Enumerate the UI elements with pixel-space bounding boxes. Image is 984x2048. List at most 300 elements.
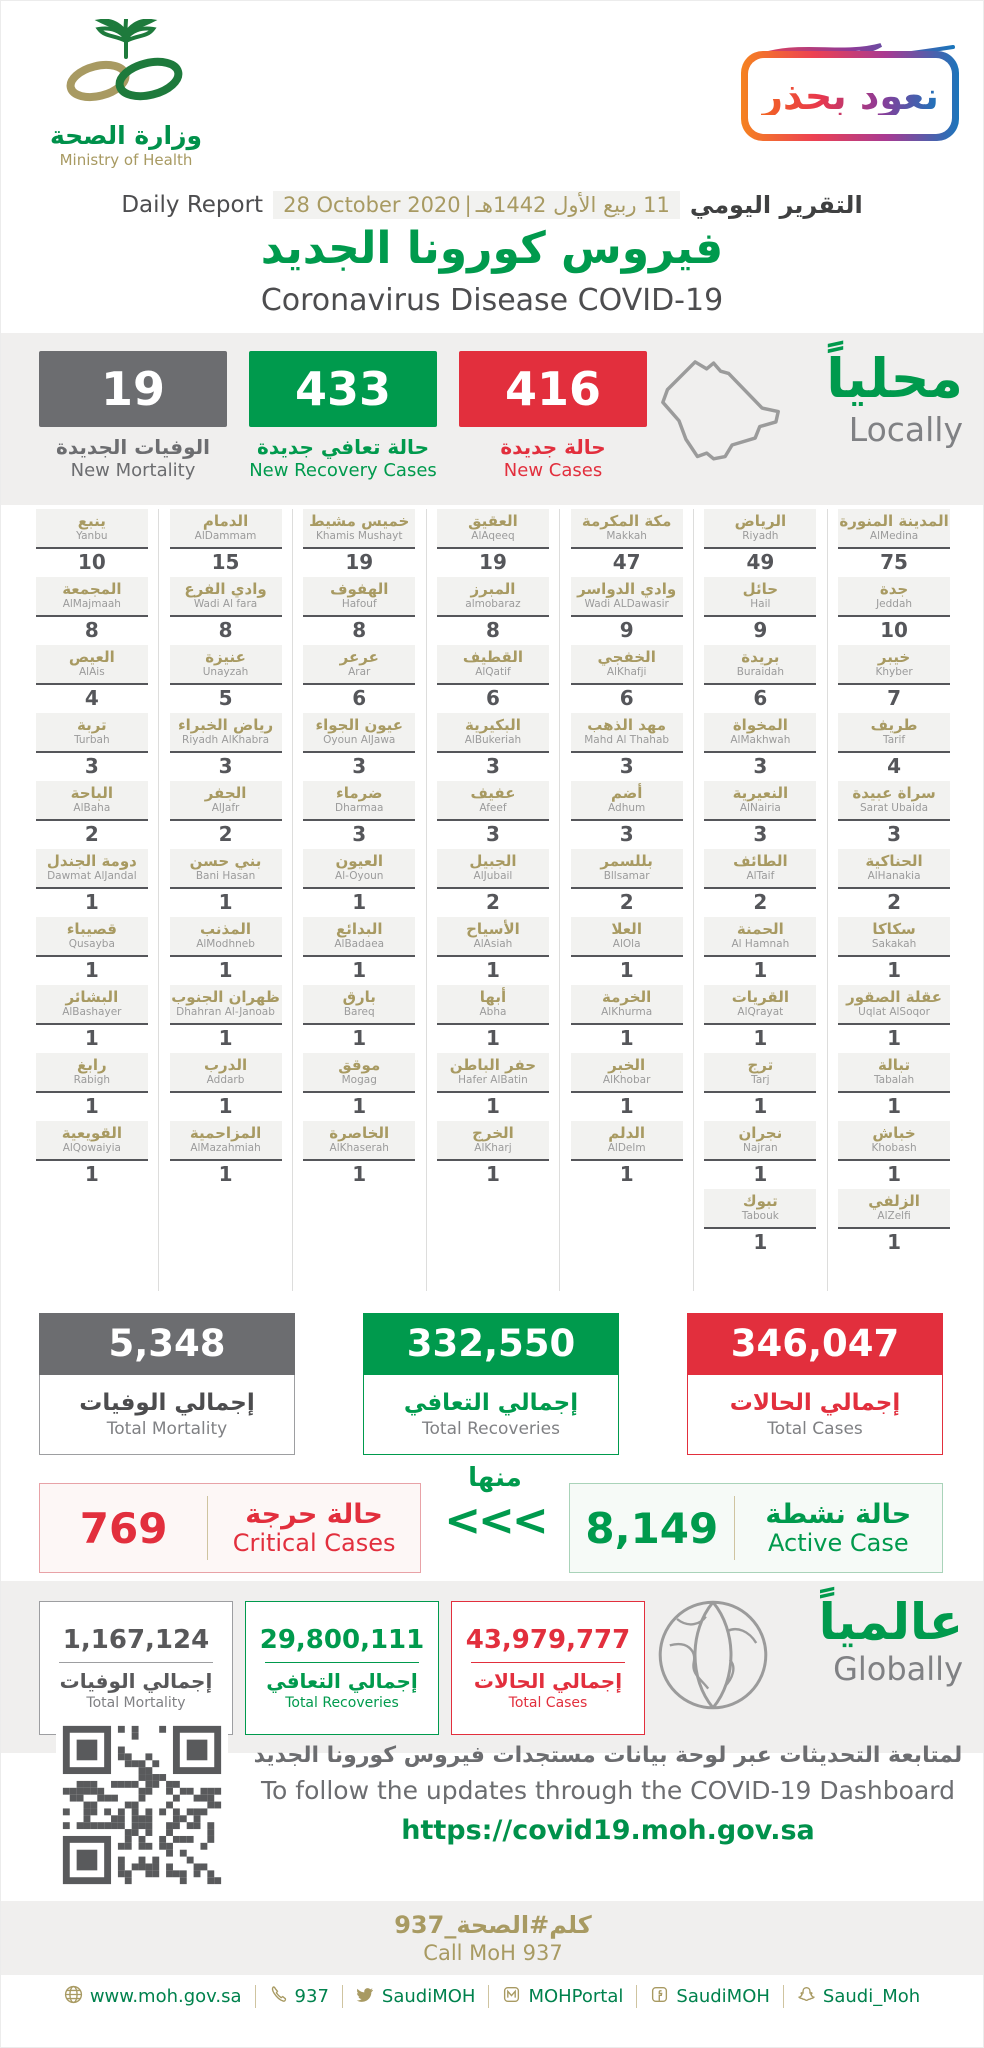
city-stat: [36, 917, 148, 983]
daily-report-label-ar: التقرير اليومي: [689, 191, 863, 219]
total-cases-value: 346,047: [687, 1313, 943, 1375]
new-recoveries-stat: [249, 351, 437, 481]
city-name-en: Jeddah: [876, 597, 913, 610]
city-new-cases-count: 3: [84, 754, 99, 778]
city-name-box: [838, 509, 950, 549]
city-new-cases-count: 1: [485, 1094, 500, 1118]
city-name-box: [170, 985, 282, 1025]
total-recoveries-box: [363, 1313, 619, 1455]
city-name-en: Makkah: [606, 529, 647, 542]
critical-cases-label-ar: حالة حرجة: [245, 1498, 383, 1530]
city-new-cases-count: 9: [753, 618, 768, 642]
city-name-box: [571, 645, 683, 685]
city-new-cases-count: 75: [880, 550, 908, 574]
snapchat-icon: [797, 1985, 823, 2008]
critical-cases-label-en: Critical Cases: [232, 1528, 396, 1557]
city-name-ar: حائل: [742, 579, 779, 598]
critical-cases-box: [39, 1483, 421, 1573]
city-new-cases-count: 7: [887, 686, 902, 710]
region-column: [560, 509, 694, 1293]
city-new-cases-count: 2: [485, 890, 500, 914]
city-stat: [437, 917, 549, 983]
call-moh-en: Call MoH 937: [423, 1941, 563, 1965]
city-name-en: AlZelfi: [877, 1209, 911, 1222]
city-name-ar: وادي الفرع: [184, 579, 267, 598]
city-stat: [170, 917, 282, 983]
city-name-en: Uqlat AlSoqor: [858, 1005, 930, 1018]
city-name-box: [838, 985, 950, 1025]
city-name-en: AlQatif: [475, 665, 511, 678]
city-name-en: AlNairia: [739, 801, 781, 814]
global-cases-label-en: Total Cases: [508, 1695, 588, 1711]
city-new-cases-count: 2: [218, 822, 233, 846]
city-name-ar: المخواة: [732, 715, 788, 734]
city-name-box: [36, 713, 148, 753]
city-new-cases-count: 1: [352, 958, 367, 982]
city-name-en: Turbah: [74, 733, 110, 746]
column-divider: [292, 509, 293, 1291]
city-name-box: [437, 577, 549, 617]
city-name-ar: ضرماء: [336, 783, 383, 802]
global-mortality-label-ar: إجمالي الوفيات: [59, 1669, 213, 1693]
new-mortality-label-en: New Mortality: [70, 460, 196, 481]
city-stat: [303, 1053, 415, 1119]
city-name-box: [303, 1121, 415, 1161]
divider: [59, 1662, 213, 1663]
city-name-box: [170, 1121, 282, 1161]
city-stat: [838, 577, 950, 643]
city-name-ar: الزلفي: [868, 1191, 920, 1210]
city-name-box: [571, 985, 683, 1025]
new-cases-stat: [459, 351, 647, 481]
city-new-cases-count: 1: [218, 1026, 233, 1050]
date-hijri: 11 ربيع الأول 1442هـ: [475, 193, 670, 217]
city-new-cases-count: 3: [352, 754, 367, 778]
facebook-icon: [650, 1985, 676, 2008]
city-new-cases-count: 8: [485, 618, 500, 642]
city-name-en: AlKhurma: [601, 1005, 653, 1018]
city-name-en: AlMedina: [869, 529, 919, 542]
city-name-ar: خباش: [872, 1123, 916, 1142]
footer-link-text: MOHPortal: [528, 1986, 624, 2007]
city-stat: [704, 917, 816, 983]
city-name-en: Najran: [743, 1141, 778, 1154]
city-name-ar: الدرب: [203, 1055, 248, 1074]
city-stat: [170, 781, 282, 847]
city-new-cases-count: 2: [84, 822, 99, 846]
city-new-cases-count: 1: [887, 1230, 902, 1254]
active-cases-value: 8,149: [585, 1503, 719, 1553]
city-stat: [170, 985, 282, 1051]
city-name-ar: نجران: [738, 1123, 783, 1142]
city-name-box: [437, 1121, 549, 1161]
city-name-en: Hafouf: [341, 597, 377, 610]
city-name-ar: ترج: [747, 1055, 774, 1074]
footer-link[interactable]: [51, 1985, 256, 2008]
badge-text: نعود بحذر: [761, 74, 939, 118]
city-name-en: Abha: [479, 1005, 507, 1018]
new-cases-label-en: New Cases: [503, 460, 603, 481]
city-name-ar: دومة الجندل: [46, 851, 137, 870]
city-stat: [36, 509, 148, 575]
city-new-cases-count: 1: [84, 1094, 99, 1118]
twitter-icon: [356, 1985, 382, 2008]
city-name-en: Yanbu: [76, 529, 108, 542]
footer-link[interactable]: [637, 1985, 784, 2008]
city-name-en: AlTaif: [746, 869, 775, 882]
city-name-en: Tarif: [883, 733, 906, 746]
city-new-cases-count: 1: [352, 1094, 367, 1118]
active-cases-label-ar: حالة نشطة: [765, 1498, 912, 1530]
city-new-cases-count: 1: [352, 1162, 367, 1186]
new-recoveries-label-en: New Recovery Cases: [249, 460, 437, 481]
city-name-ar: المبرز: [470, 579, 516, 598]
total-cases-label-ar: إجمالي الحالات: [729, 1389, 901, 1416]
city-new-cases-count: 1: [619, 1026, 634, 1050]
column-divider: [827, 509, 828, 1291]
city-new-cases-count: 1: [887, 1162, 902, 1186]
city-new-cases-count: 1: [753, 1162, 768, 1186]
city-name-ar: البكيرية: [465, 715, 521, 734]
city-name-ar: الباحة: [70, 783, 114, 802]
city-name-en: AlBashayer: [62, 1005, 122, 1018]
city-name-en: Wadi ALDawasir: [584, 597, 669, 610]
city-name-box: [704, 509, 816, 549]
city-name-box: [170, 917, 282, 957]
global-mortality-label-en: Total Mortality: [86, 1695, 186, 1711]
moh-emblem-icon: [51, 19, 201, 119]
city-name-ar: بريدة: [741, 647, 780, 666]
active-cases-label-en: Active Case: [768, 1528, 909, 1557]
city-name-box: [303, 509, 415, 549]
global-mortality-box: [39, 1601, 233, 1735]
date-gregorian: 28 October 2020: [283, 193, 461, 217]
city-name-en: Khamis Mushayt: [315, 529, 403, 542]
city-name-box: [437, 713, 549, 753]
city-new-cases-count: 1: [84, 1162, 99, 1186]
city-new-cases-count: 1: [753, 1094, 768, 1118]
city-stat: [838, 849, 950, 915]
city-name-ar: الهفوف: [330, 579, 389, 598]
city-name-ar: سكاكا: [872, 919, 916, 938]
city-name-en: Arar: [348, 665, 371, 678]
city-name-ar: القريات: [731, 987, 789, 1006]
city-name-box: [704, 577, 816, 617]
city-name-ar: الحمنة: [736, 919, 784, 938]
city-name-ar: مهد الذهب: [587, 715, 667, 734]
city-name-en: AlBaha: [73, 801, 111, 814]
city-stat: [303, 713, 415, 779]
city-name-box: [437, 849, 549, 889]
city-stat: [838, 1121, 950, 1187]
city-new-cases-count: 1: [753, 958, 768, 982]
city-name-en: Khobash: [871, 1141, 917, 1154]
city-name-en: AlBukeriah: [464, 733, 522, 746]
city-stat: [303, 1121, 415, 1187]
city-name-en: Addarb: [206, 1073, 245, 1086]
city-name-en: Hail: [750, 597, 771, 610]
city-name-en: AlKharj: [474, 1141, 512, 1154]
city-name-en: AlMajmaah: [62, 597, 121, 610]
city-name-box: [36, 985, 148, 1025]
city-name-en: AlDammam: [194, 529, 257, 542]
city-stat: [704, 985, 816, 1051]
city-new-cases-count: 4: [84, 686, 99, 710]
app-icon: [502, 1985, 528, 2008]
city-name-box: [437, 781, 549, 821]
footer-link[interactable]: [343, 1985, 490, 2008]
city-name-en: almobaraz: [465, 597, 521, 610]
city-stat: [571, 985, 683, 1051]
city-new-cases-count: 10: [77, 550, 106, 574]
city-stat: [303, 985, 415, 1051]
city-stat: [170, 509, 282, 575]
of-which-label-ar: منها: [468, 1463, 522, 1493]
city-name-en: AlHanakia: [867, 869, 921, 882]
region-column: [292, 509, 426, 1293]
city-stat: [437, 509, 549, 575]
page-title-ar: فيروس كورونا الجديد: [260, 223, 724, 274]
city-name-ar: النعيرية: [732, 783, 789, 802]
footer-link-text: SaudiMOH: [676, 1986, 770, 2007]
city-name-en: Mahd Al Thahab: [584, 733, 670, 746]
city-name-en: Sakakah: [871, 937, 917, 950]
city-name-ar: أبها: [479, 987, 507, 1006]
city-name-en: Mogag: [341, 1073, 377, 1086]
city-stat: [36, 781, 148, 847]
total-recoveries-value: 332,550: [363, 1313, 619, 1375]
city-name-en: AlKhafji: [606, 665, 647, 678]
locally-section: [1, 333, 984, 505]
city-stat: [303, 577, 415, 643]
new-recoveries-label-ar: حالة تعافي جديدة: [257, 435, 429, 459]
footer-link[interactable]: [256, 1985, 343, 2008]
city-new-cases-count: 3: [218, 754, 233, 778]
city-name-en: Riyadh AlKhabra: [182, 733, 270, 746]
saudi-arabia-map-icon: [649, 345, 799, 485]
city-stat: [303, 849, 415, 915]
city-new-cases-count: 1: [619, 1094, 634, 1118]
city-name-ar: الدلم: [608, 1123, 646, 1142]
divider: [265, 1662, 419, 1663]
city-new-cases-count: 1: [485, 1026, 500, 1050]
city-stat: [704, 781, 816, 847]
city-name-ar: عيون الجواء: [315, 715, 404, 734]
date-separator: |: [464, 193, 472, 217]
city-name-box: [303, 849, 415, 889]
region-column: [426, 509, 560, 1293]
city-name-box: [704, 917, 816, 957]
total-mortality-box: [39, 1313, 295, 1455]
globally-heading: [819, 1595, 963, 1688]
city-new-cases-count: 1: [218, 890, 233, 914]
globe-icon: [64, 1985, 90, 2008]
city-stat: [303, 645, 415, 711]
city-name-ar: الخرمة: [602, 987, 652, 1006]
dashboard-qr-code: [56, 1719, 228, 1891]
city-stat: [437, 645, 549, 711]
total-mortality-label-ar: إجمالي الوفيات: [79, 1389, 255, 1416]
new-recoveries-value: 433: [249, 351, 437, 427]
city-name-box: [303, 713, 415, 753]
city-stat: [36, 1121, 148, 1187]
footer-link[interactable]: [489, 1985, 637, 2008]
city-stat: [704, 713, 816, 779]
city-new-cases-count: 8: [218, 618, 233, 642]
city-stat: [303, 781, 415, 847]
city-stat: [437, 1121, 549, 1187]
city-name-ar: البدائع: [335, 919, 383, 938]
city-stat: [170, 1121, 282, 1187]
globe-icon: [653, 1595, 773, 1715]
city-new-cases-count: 2: [887, 890, 902, 914]
city-name-en: Buraidah: [736, 665, 784, 678]
city-stat: [704, 1121, 816, 1187]
city-name-en: Qusayba: [68, 937, 115, 950]
global-recoveries-box: [245, 1601, 439, 1735]
logo-title-ar: وزارة الصحة: [49, 121, 203, 150]
city-name-box: [437, 1053, 549, 1093]
city-stat: [838, 509, 950, 575]
total-mortality-value: 5,348: [39, 1313, 295, 1375]
city-stat: [838, 645, 950, 711]
city-name-ar: خيبر: [877, 647, 911, 666]
city-new-cases-count: 3: [352, 822, 367, 846]
city-stat: [571, 781, 683, 847]
city-name-box: [571, 509, 683, 549]
city-new-cases-count: 10: [880, 618, 908, 642]
city-new-cases-count: 8: [352, 618, 367, 642]
city-new-cases-count: 1: [887, 1094, 902, 1118]
city-new-cases-count: 3: [887, 822, 902, 846]
city-name-box: [36, 1121, 148, 1161]
city-name-box: [704, 713, 816, 753]
city-name-box: [571, 713, 683, 753]
city-name-box: [36, 509, 148, 549]
city-name-ar: المذنب: [200, 919, 252, 938]
total-cases-label-en: Total Cases: [767, 1419, 863, 1440]
city-new-cases-count: 1: [485, 958, 500, 982]
city-name-ar: بني حسن: [189, 851, 262, 870]
city-name-ar: القويعية: [61, 1123, 122, 1142]
city-stat: [704, 645, 816, 711]
region-column: [25, 509, 159, 1293]
city-name-en: Afeef: [479, 801, 507, 814]
city-new-cases-count: 2: [619, 890, 634, 914]
global-recoveries-value: 29,800,111: [259, 1625, 425, 1655]
dashboard-link[interactable]: https://covid19.moh.gov.sa: [401, 1815, 815, 1846]
total-recoveries-label-ar: إجمالي التعافي: [403, 1389, 579, 1416]
city-name-box: [170, 713, 282, 753]
city-name-en: AlDelm: [607, 1141, 646, 1154]
city-name-ar: تبوك: [742, 1191, 778, 1210]
city-name-ar: الرياض: [734, 511, 787, 530]
city-name-box: [437, 985, 549, 1025]
date-box: [273, 191, 680, 219]
dashboard-note-ar: لمتابعة التحديثات عبر لوحة بيانات مستجدات فيروس كورونا الجديد: [253, 1743, 963, 1768]
city-stat: [571, 917, 683, 983]
city-new-cases-count: 49: [746, 550, 775, 574]
global-cases-box: [451, 1601, 645, 1735]
city-name-box: [170, 577, 282, 617]
city-name-box: [36, 781, 148, 821]
city-name-ar: أضم: [610, 783, 643, 802]
city-name-ar: بللسمر: [600, 851, 653, 870]
city-name-box: [36, 577, 148, 617]
city-new-cases-count: 1: [84, 890, 99, 914]
city-name-box: [437, 645, 549, 685]
footer-link[interactable]: [784, 1985, 933, 2008]
new-mortality-value: 19: [39, 351, 227, 427]
city-name-box: [571, 1121, 683, 1161]
city-name-box: [36, 849, 148, 889]
city-name-box: [571, 1053, 683, 1093]
city-name-en: AlQowaiyia: [62, 1141, 121, 1154]
city-name-en: AlAqeeq: [471, 529, 515, 542]
city-new-cases-count: 1: [218, 1094, 233, 1118]
city-name-en: AlJubail: [473, 869, 513, 882]
city-name-en: Khyber: [875, 665, 913, 678]
city-name-box: [571, 781, 683, 821]
city-new-cases-count: 5: [218, 686, 233, 710]
city-name-ar: موقق: [338, 1055, 381, 1074]
city-new-cases-count: 6: [753, 686, 768, 710]
city-stat: [571, 849, 683, 915]
city-stat: [170, 645, 282, 711]
column-divider: [426, 509, 427, 1291]
city-name-box: [838, 1189, 950, 1229]
city-new-cases-count: 15: [211, 550, 240, 574]
city-stat: [303, 509, 415, 575]
city-stat: [838, 985, 950, 1051]
city-stat: [437, 713, 549, 779]
city-new-cases-count: 6: [485, 686, 500, 710]
city-name-box: [838, 917, 950, 957]
city-new-cases-count: 1: [753, 1230, 768, 1254]
divider: [471, 1662, 625, 1663]
city-stat: [170, 713, 282, 779]
city-name-en: AlMakhwah: [730, 733, 791, 746]
region-column: [694, 509, 828, 1293]
city-name-ar: العيون: [335, 851, 384, 870]
city-name-en: AlKhaserah: [329, 1141, 389, 1154]
city-name-box: [704, 1121, 816, 1161]
footer-links: [1, 1985, 983, 2008]
city-new-cases-count: 1: [753, 1026, 768, 1050]
city-name-box: [437, 917, 549, 957]
city-name-box: [303, 781, 415, 821]
city-name-box: [704, 1053, 816, 1093]
return-with-caution-badge: [741, 39, 959, 141]
city-name-ar: الخرج: [472, 1123, 514, 1142]
city-name-ar: العلا: [611, 919, 642, 938]
city-name-en: Adhum: [608, 801, 646, 814]
city-new-cases-count: 1: [485, 1162, 500, 1186]
new-mortality-stat: [39, 351, 227, 481]
city-name-ar: المزاحمية: [189, 1123, 262, 1142]
city-name-ar: المجمعة: [62, 579, 122, 598]
city-name-ar: تبالة: [878, 1055, 911, 1074]
city-name-ar: حفر الباطن: [449, 1055, 537, 1074]
global-recoveries-label-en: Total Recoveries: [285, 1695, 399, 1711]
city-new-cases-count: 19: [479, 550, 507, 574]
city-new-cases-count: 1: [887, 1026, 902, 1050]
city-new-cases-count: 47: [612, 550, 641, 574]
city-name-ar: العقيق: [468, 511, 518, 530]
city-name-en: Sarat Ubaida: [860, 801, 929, 814]
city-name-box: [303, 1053, 415, 1093]
city-name-ar: عفيف: [470, 783, 516, 802]
